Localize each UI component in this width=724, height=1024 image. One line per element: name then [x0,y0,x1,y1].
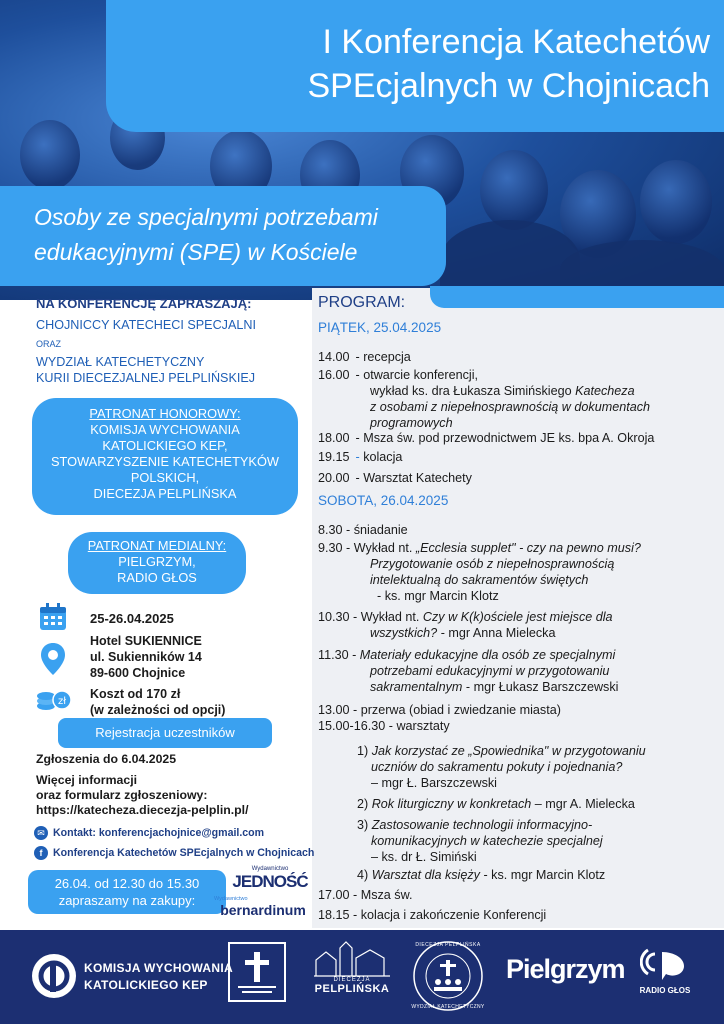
item-text: kolacja i zakończenie Konferencji [360,908,547,922]
workshop-number: 3) [357,818,369,832]
venue-street: ul. Sukienników 14 [90,650,202,664]
registration-deadline: Zgłoszenia do 6.04.2025 [36,752,177,766]
item-time: 8.30 [318,523,343,537]
bernardinum-logo [214,896,312,918]
program-item: 11.30 - Materiały edukacyjne dla osób ze specjalnymi [318,648,616,662]
program-item: 13.00 - przerwa (obiad i zwiedzanie miasta) [318,703,561,717]
program-item: 18.00 - Msza św. pod przewodnictwem JE ks. bpa A. Okroja [318,431,655,445]
logo-text-line: DIECEZJA [333,977,371,983]
item-text: przerwa (obiad i zwiedzanie miasta) [360,703,561,717]
audience-figure [640,160,712,244]
page-subtitle [34,200,444,270]
event-cost [90,686,225,718]
honorary-patronage-heading: PATRONAT HONOROWY: [89,406,241,421]
item-time: 14.00 [318,350,350,364]
item-text: Msza św. [360,888,413,902]
radio-glos-logo: RADIO GŁOS [639,986,691,995]
item-text: kolacja [363,450,403,464]
publisher-name: bernardinum [220,902,306,918]
venue-name: Hotel SUKIENNICE [90,634,202,648]
jednosc-logo [228,866,312,892]
item-time: 19.15 [318,450,350,464]
event-venue [90,633,202,681]
catechists-association-logo [228,942,286,1002]
item-text: warsztaty [396,719,450,733]
publisher-label: Wydawnictwo [251,866,289,872]
contact-email[interactable] [34,826,264,840]
logo-text-line: KATOLICKIEGO KEP [84,978,208,992]
patron-line: KATOLICKIEGO KEP, [102,438,228,453]
item-time: 18.00 [318,431,350,445]
item-time: 9.30 [318,541,343,555]
program-item: 20.00 - Warsztat Katechety [318,471,472,485]
item-time: 16.00 [318,368,350,382]
patron-line: POLSKICH, [130,470,200,485]
shopping-line: zapraszamy na zakupy: [58,893,196,908]
kep-emblem-icon [30,952,78,1000]
item-speaker: - mgr Anna Mielecka [440,626,556,640]
subtitle-line: edukacyjnymi (SPE) w Kościele [34,239,358,265]
program-item: 19.15 - kolacja [318,450,403,464]
program-item: 10.30 - Wykład nt. Czy w K(k)ościele jest miejsce dla [318,610,613,624]
calendar-icon [38,602,68,632]
registration-link[interactable]: https://katecheza.diecezja-pelplin.pl/ [36,803,249,817]
emblem-top-text: DIECEZJA PELPLIŃSKA [415,942,481,948]
workshop-speaker: - ks. mgr Marcin Klotz [483,868,606,882]
item-title: wszystkich? [370,626,438,640]
item-text: wykład ks. dra Łukasza Simińskiego [370,384,572,398]
more-info-line: Więcej informacji [36,773,138,787]
item-text: Msza św. pod przewodnictwem JE ks. bpa A. Okroja [363,431,655,445]
item-title: intelektualną do sakramentów świętych [370,573,589,587]
radio-waves-icon [640,944,688,984]
organizer-name: KURII DIECEZJALNEJ PELPLIŃSKIEJ [36,371,256,385]
item-title: z osobami z niepełnosprawnością w dokumentach [370,400,651,414]
more-info-line: oraz formularz zgłoszeniowy: [36,788,208,802]
title-line: SPEcjalnych w Chojnicach [307,67,710,105]
organizer-conjunction: ORAZ [36,339,62,349]
cost-note: (w zależności od opcji) [90,703,226,717]
program-heading: PROGRAM: [318,294,406,311]
workshop-number: 1) [357,744,369,758]
workshop-title: Jak korzystać ze „Spowiednika" w przygotowaniu [371,744,646,758]
honorary-patronage-box [32,398,298,515]
emblem-bottom-text: WYDZIAŁ KATECHETYCZNY [411,1004,485,1010]
item-title: Katecheza [575,384,635,398]
title-line: I Konferencja Katechetów [322,23,710,61]
workshop-number: 2) [357,797,369,811]
item-time: 17.00 [318,888,350,902]
page-title [130,20,710,108]
subtitle-line: Osoby ze specjalnymi potrzebami [34,204,378,230]
item-text: Wykład nt. [353,541,413,555]
invite-heading: NA KONFERENCJĘ ZAPRASZAJĄ: [36,296,252,311]
svg-text:zł: zł [57,696,67,707]
program-item-detail [370,383,710,431]
item-title: „Ecclesia supplet" - czy na pewno musi? [415,541,641,555]
program-item-detail [370,663,710,695]
item-title: sakramentalnym [370,680,463,694]
item-text: Wykład nt. [360,610,420,624]
item-speaker: - mgr Łukasz Barszczewski [465,680,619,694]
workshop-item [357,817,712,865]
envelope-icon: ✉ [34,826,48,840]
workshop-title: Warsztat dla księży [371,868,480,882]
venue-city: 89-600 Chojnice [90,666,186,680]
program-item: 8.30 - śniadanie [318,523,408,537]
shopping-box [28,870,226,914]
workshop-title: Zastosowanie technologii informacyjno- [371,818,593,832]
program-item: 16.00 - otwarcie konferencji, [318,368,478,382]
day-heading-saturday: SOBOTA, 26.04.2025 [318,493,449,508]
media-patronage-box [68,532,246,594]
workshop-speaker: – mgr A. Mielecka [534,797,635,811]
program-item-detail [370,556,710,604]
item-time: 20.00 [318,471,350,485]
cost-value: Koszt od 170 zł [90,687,181,701]
patron-line: PIELGRZYM, [118,554,196,569]
item-time: 18.15 [318,908,350,922]
item-title: Przygotowanie osób z niepełnosprawnością [370,557,615,571]
program-item: 17.00 - Msza św. [318,888,413,902]
shopping-line: 26.04. od 12.30 do 15.30 [54,876,200,891]
contact-facebook-text: Konferencja Katechetów SPEcjalnych w Chojnicach [53,847,315,859]
item-text: otwarcie konferencji, [363,368,478,382]
item-text: Warsztat Katechety [363,471,472,485]
program-item-detail [370,625,710,641]
item-title: Materiały edukacyjne dla osób ze specjalnymi [359,648,616,662]
location-pin-icon [40,642,66,676]
item-text: śniadanie [353,523,408,537]
program-item: 14.00 - recepcja [318,350,411,364]
audience-figure [480,150,548,230]
publisher-label: Wydawnictwo [214,896,248,902]
wydzial-katechetyczny-emblem [412,940,484,1012]
diecezja-pelplinska-logo [312,977,392,995]
workshop-speaker: – mgr Ł. Barszczewski [371,776,497,790]
program-tab-decoration [430,286,724,308]
organizer-name: WYDZIAŁ KATECHETYCZNY [36,355,205,369]
audience-figure [20,120,80,190]
program-item: 15.00-16.30 - warsztaty [318,719,450,733]
item-title: potrzebami edukacyjnymi w przygotowaniu [370,664,610,678]
cathedral-icon [312,940,392,978]
workshop-title: komunikacyjnych w katechezie specjalnej [371,834,603,848]
workshop-title: uczniów do sakramentu pokuty i pojednania? [371,760,623,774]
item-text: recepcja [363,350,411,364]
coins-icon [36,686,72,712]
contact-facebook[interactable] [34,846,314,860]
item-time: 13.00 [318,703,350,717]
workshop-item [357,867,712,883]
contact-email-text: Kontakt: konferencjachojnice@gmail.com [53,827,265,839]
workshop-item [357,743,712,791]
pielgrzym-logo: Pielgrzym [506,954,625,984]
program-item: 9.30 - Wykład nt. „Ecclesia supplet" - czy na pewno musi? [318,541,641,555]
organizer-name: CHOJNICCY KATECHECI SPECJALNI [36,318,256,332]
item-time: 10.30 [318,610,350,624]
item-time: 11.30 [318,648,349,662]
logo-text-line: KOMISJA WYCHOWANIA [84,961,233,975]
publisher-name: JEDNOŚĆ [232,872,308,891]
patron-line: RADIO GŁOS [117,570,197,585]
patron-line: STOWARZYSZENIE KATECHETYKÓW [51,454,279,469]
item-title: Czy w K(k)ościele jest miejsce dla [422,610,613,624]
workshop-speaker: – ks. dr Ł. Simiński [371,850,477,864]
workshop-number: 4) [357,868,369,882]
workshop-title: Rok liturgiczny w konkretach [371,797,532,811]
logo-text-line: PELPLIŃSKA [314,983,390,995]
kep-logo-text [84,960,233,994]
item-title: programowych [370,416,453,430]
registration-button[interactable]: Rejestracja uczestników [58,718,272,748]
patron-line: DIECEZJA PELPLIŃSKA [93,486,237,501]
event-date: 25-26.04.2025 [90,611,174,626]
item-time: 15.00-16.30 [318,719,386,733]
workshop-item [357,796,712,812]
facebook-icon: f [34,846,48,860]
patron-line: KOMISJA WYCHOWANIA [90,422,240,437]
day-heading-friday: PIĄTEK, 25.04.2025 [318,320,442,335]
program-item: 18.15 - kolacja i zakończenie Konferencji [318,908,547,922]
media-patronage-heading: PATRONAT MEDIALNY: [87,538,227,553]
item-speaker: - ks. mgr Marcin Klotz [377,589,499,603]
